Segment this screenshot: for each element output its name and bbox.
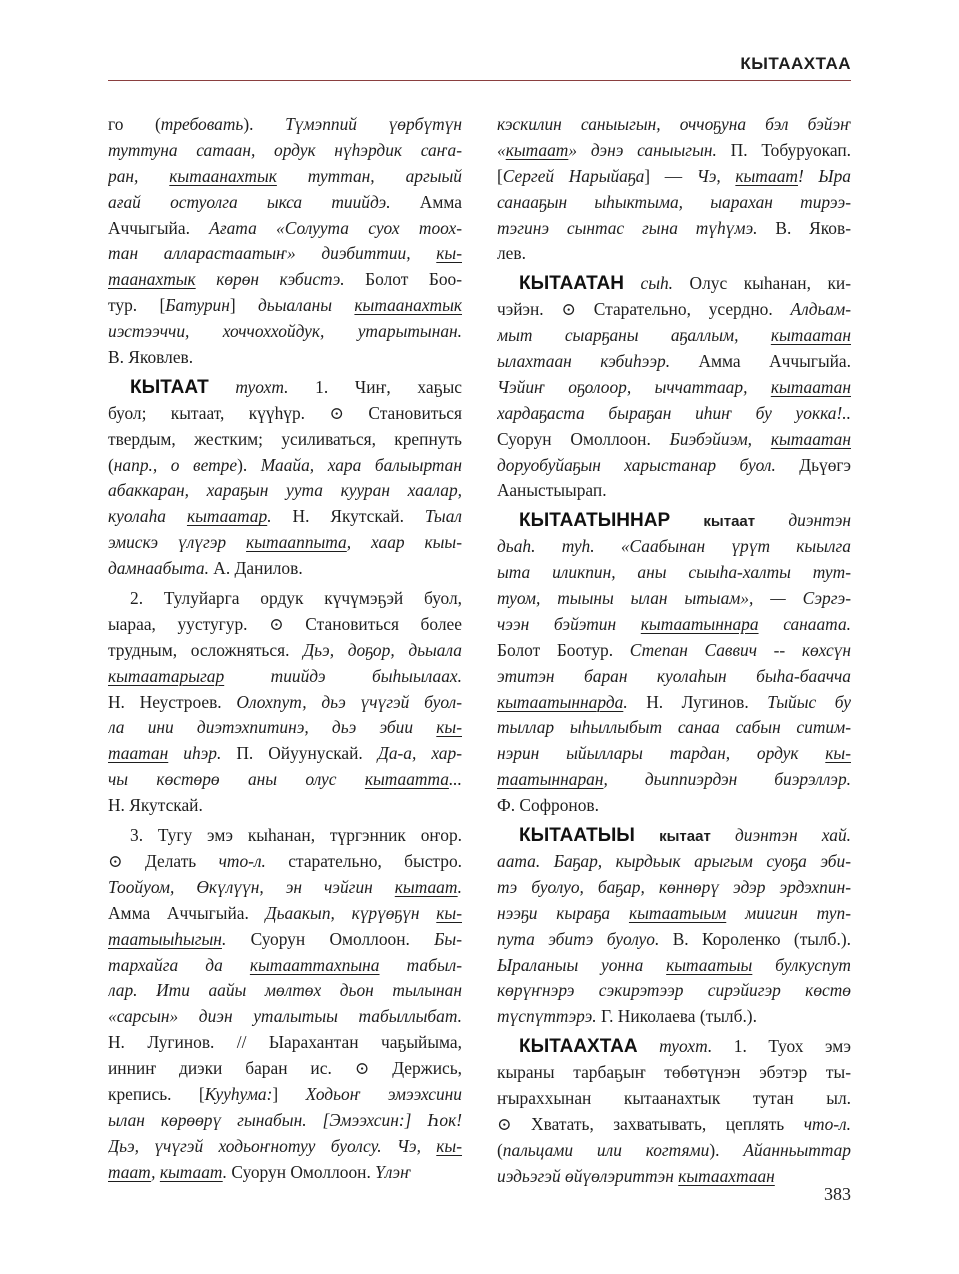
text-run: Суорун Омоллоон. bbox=[227, 1161, 376, 1182]
text-run: ⊙ Хватать, захватывать, цеплять bbox=[497, 1113, 804, 1134]
text-run: пута эбитэ буолуо. bbox=[497, 928, 660, 949]
text-run: аата. Баҕар, кырдьык арыгым суоҕа эби- bbox=[497, 850, 851, 871]
text-run: куолаһа bbox=[108, 506, 187, 527]
text-run: Чэйиҥ оҕолоор, ыччаттаар, bbox=[497, 376, 771, 397]
text-line bbox=[108, 1030, 462, 1056]
text-run: түспүттэрэ. bbox=[497, 1006, 597, 1027]
text-line bbox=[108, 741, 462, 767]
cross-reference: кытаат bbox=[659, 828, 711, 846]
text-line bbox=[108, 293, 462, 319]
text-run: « bbox=[497, 139, 506, 160]
text-run: доруобуйаҕын харыстанар буол. bbox=[497, 454, 776, 475]
text-run: ла ини диэтэхпитинэ, дьэ эбии bbox=[108, 717, 437, 738]
text-run: Да-а, хар- bbox=[377, 743, 462, 764]
text-run: Ағата «Солуута суох тоох- bbox=[209, 217, 462, 238]
text-run: миигин туп- bbox=[726, 902, 851, 923]
text-line bbox=[108, 556, 462, 582]
text-line bbox=[497, 1112, 851, 1138]
text-run: ылан көрөөрү гынабын. [Эмээхсин:] Һок! bbox=[108, 1109, 462, 1130]
text-run: Ыраланыы уонна bbox=[497, 954, 667, 975]
text-line bbox=[497, 401, 851, 427]
text-run: ҥыраххынан кытаанахтык тутан ыл. bbox=[497, 1087, 851, 1108]
text-run: тан алларастаатыҥ» диэбиттии, bbox=[108, 243, 437, 264]
text-line bbox=[108, 164, 462, 190]
text-line bbox=[497, 927, 851, 953]
text-line bbox=[497, 823, 851, 849]
text-run: тэ буолуо, баҕар, көннөрү эдэр эрдэхпин- bbox=[497, 876, 851, 897]
text-run: го ( bbox=[108, 114, 161, 134]
text-run: Н. Якутскай. bbox=[271, 506, 425, 527]
text-run: Суорун Омоллоон. bbox=[497, 428, 670, 449]
text-run: . bbox=[457, 876, 462, 897]
text-run: Г. Николаева (тылб.). bbox=[596, 1006, 757, 1027]
running-header: КЫТААХТАА bbox=[740, 54, 851, 73]
text-line bbox=[497, 1060, 851, 1086]
text-run: ] — bbox=[644, 165, 697, 186]
text-run: туом, тыыны ылан ытыам», — Сэргэ- bbox=[497, 588, 851, 609]
text-run: В. Яков- bbox=[757, 217, 851, 238]
example-keyword: кытаатта bbox=[364, 769, 449, 790]
text-run: дьаһ. туһ. «Саабынан үрүт кыылга bbox=[497, 536, 851, 557]
text-line bbox=[108, 1004, 462, 1030]
text-line bbox=[497, 560, 851, 586]
text-run: ылахтаан кэбиһээр. bbox=[497, 351, 671, 372]
text-line bbox=[108, 1134, 462, 1160]
headword: КЫТААХТАА bbox=[519, 1036, 638, 1058]
text-run: » дэнэ саныыгын. bbox=[568, 139, 717, 160]
text-run: ] bbox=[229, 295, 258, 316]
text-line bbox=[497, 638, 851, 664]
text-run: кэскилин саныыгын, оччоҕуна бэл бэйэҥ bbox=[497, 114, 851, 134]
example-keyword: таатыннаран bbox=[497, 769, 604, 790]
text-line bbox=[108, 612, 462, 638]
text-run: «сарсын» диэн уталытыы табыллыбат. bbox=[108, 1006, 462, 1027]
text-run: Олохпут, дьэ үчүгэй буол- bbox=[236, 691, 462, 712]
text-run: крепись. [ bbox=[108, 1083, 205, 1104]
text-run: старательно, быстро. bbox=[265, 850, 462, 871]
text-line bbox=[497, 323, 851, 349]
example-keyword: кытаат bbox=[159, 1161, 223, 1182]
text-line bbox=[108, 478, 462, 504]
text-run: Дьүөгэ bbox=[775, 454, 851, 475]
text-run: диэнтэн хай. bbox=[710, 825, 851, 846]
text-run: этитэн баран куолаһын быһа-баачча bbox=[497, 665, 851, 686]
text-run: иэдьэгэй өйүөлэриттэн bbox=[497, 1165, 679, 1186]
text-run: ). bbox=[709, 1139, 744, 1160]
text-line bbox=[108, 901, 462, 927]
example-keyword: кытаат bbox=[505, 139, 569, 160]
text-run: Н. Лугинов. // Ыарахантан чаҕыйыма, bbox=[108, 1032, 462, 1053]
text-run: буол; кытаат, күүһүр. ⊙ Становиться bbox=[108, 402, 462, 423]
text-line bbox=[497, 612, 851, 638]
headword: КЫТААТЫЫ bbox=[519, 825, 635, 847]
text-run: П. Ойуунускай. bbox=[221, 743, 378, 764]
text-run: Тоойуом, Өкүлүүн, эн чэйгин bbox=[108, 876, 395, 897]
text-run: . bbox=[221, 928, 227, 949]
text-run: туттан, аргыый bbox=[276, 165, 462, 186]
example-keyword: кытаат bbox=[394, 876, 458, 897]
text-run: трудным, осложняться. bbox=[108, 639, 304, 660]
text-line bbox=[108, 375, 462, 401]
text-run: Батурин bbox=[165, 295, 230, 316]
text-run: ⊙ Делать bbox=[108, 850, 219, 871]
text-line bbox=[497, 978, 851, 1004]
text-line bbox=[108, 190, 462, 216]
headword: КЫТААТ bbox=[130, 376, 209, 398]
example-keyword: кытаатыннарда bbox=[497, 691, 624, 712]
text-line bbox=[108, 1108, 462, 1134]
text-run: дьыаланы bbox=[257, 295, 355, 316]
text-line bbox=[108, 1160, 462, 1186]
text-line bbox=[108, 267, 462, 293]
text-run: тэгинэ сынтас гына түһүмэ. bbox=[497, 217, 758, 238]
text-run: дамнаабыта. bbox=[108, 558, 209, 579]
text-line bbox=[108, 427, 462, 453]
text-run: диэнтэн bbox=[755, 510, 851, 531]
text-line bbox=[497, 478, 851, 504]
example-keyword: таатан bbox=[108, 743, 169, 764]
text-line bbox=[108, 793, 462, 819]
text-run: Ааныстыырап. bbox=[497, 480, 607, 501]
text-line bbox=[108, 319, 462, 345]
text-run: Аччыгыйа. bbox=[108, 217, 210, 238]
text-run: Болот Боо- bbox=[344, 269, 462, 290]
text-run: иэстээччи, хоччоххойдук, утарытынан. bbox=[108, 321, 462, 342]
text-run: ( bbox=[108, 454, 114, 475]
text-run: Суорун Омоллоон. bbox=[226, 928, 435, 949]
text-line bbox=[497, 297, 851, 323]
text-run: В. Яковлев. bbox=[108, 347, 194, 368]
text-line bbox=[497, 138, 851, 164]
example-keyword: кытаанахтык bbox=[354, 295, 462, 316]
text-run: хардаҕаста быраҕан иһиҥ бу уокка!.. bbox=[497, 402, 851, 423]
example-keyword: кытаанахтык bbox=[169, 165, 277, 186]
text-run bbox=[670, 510, 703, 530]
text-line bbox=[108, 978, 462, 1004]
text-run: Бы- bbox=[434, 928, 462, 949]
text-line bbox=[497, 793, 851, 819]
text-run: чэйэн. ⊙ Старательно, усердно. bbox=[497, 299, 791, 320]
text-run: , хаар кыы- bbox=[346, 532, 462, 553]
text-line bbox=[108, 138, 462, 164]
text-run: Тыйыс бу bbox=[767, 691, 851, 712]
text-line bbox=[108, 849, 462, 875]
text-line bbox=[108, 586, 462, 612]
example-keyword: кытаахтаан bbox=[678, 1165, 775, 1186]
text-run: лев. bbox=[497, 243, 526, 264]
text-run: Олус кыһанан, ки- bbox=[673, 273, 851, 294]
text-run: В. Короленко (тылб.). bbox=[659, 928, 851, 949]
example-keyword: кытаатыннара bbox=[640, 613, 759, 634]
text-run: Степан Саввич -- көхсүн bbox=[629, 639, 851, 660]
example-keyword: кытаатар bbox=[186, 506, 268, 527]
text-line bbox=[108, 953, 462, 979]
example-keyword: таанахтык bbox=[108, 269, 196, 290]
text-line bbox=[497, 741, 851, 767]
text-run: ағай остуолга ыкса тиийдэ. bbox=[108, 191, 391, 212]
text-run: нэрин ыйыллары тардан, ордук bbox=[497, 743, 826, 764]
text-line bbox=[108, 345, 462, 371]
text-line bbox=[497, 216, 851, 242]
example-keyword: кы- bbox=[825, 743, 851, 764]
text-run: 2. Тулуйарга ордук күчүмэҕэй буол, bbox=[130, 588, 462, 609]
example-keyword: кы- bbox=[436, 902, 462, 923]
text-run: Ходьоҥ эмээхсини bbox=[305, 1083, 462, 1104]
text-run: булкуспут bbox=[752, 954, 851, 975]
text-line bbox=[497, 375, 851, 401]
text-line bbox=[497, 901, 851, 927]
headword: КЫТААТЫННАР bbox=[519, 510, 671, 532]
text-run: ... bbox=[448, 769, 462, 790]
text-run: Дьаакып, күрүөҕүн bbox=[265, 902, 437, 923]
text-line bbox=[108, 638, 462, 664]
text-run: көрөн кэбистэ. bbox=[195, 269, 345, 290]
text-line bbox=[108, 112, 462, 138]
text-run: Н. Лугинов. bbox=[627, 691, 768, 712]
text-run: Амма bbox=[390, 191, 462, 212]
text-run: эмискэ үлүгэр bbox=[108, 532, 247, 553]
text-run: мыт сыарҕаны аҕаллым, bbox=[497, 325, 771, 346]
text-line bbox=[108, 504, 462, 530]
text-run: тиийдэ быһыылаах. bbox=[224, 665, 462, 686]
text-line bbox=[497, 953, 851, 979]
page-number: 383 bbox=[824, 1184, 851, 1204]
text-run: ( bbox=[497, 1139, 503, 1160]
text-run: ыта иликпин, аны сыыһа-халты тут- bbox=[497, 562, 851, 583]
text-run: П. Тобуруокап. bbox=[716, 139, 851, 160]
text-line bbox=[108, 401, 462, 427]
text-line bbox=[497, 1034, 851, 1060]
text-line bbox=[108, 453, 462, 479]
text-line bbox=[497, 586, 851, 612]
text-line bbox=[497, 164, 851, 190]
text-run: Болот Боотур. bbox=[497, 639, 630, 660]
text-run: туохт. bbox=[208, 376, 289, 397]
text-run: . bbox=[267, 506, 272, 527]
text-line bbox=[108, 823, 462, 849]
example-keyword: таат bbox=[108, 1161, 152, 1182]
example-keyword: кы- bbox=[436, 243, 462, 264]
text-run: иһэр. bbox=[168, 743, 222, 764]
text-line bbox=[497, 690, 851, 716]
text-line bbox=[497, 349, 851, 375]
text-line bbox=[497, 1138, 851, 1164]
text-line bbox=[497, 112, 851, 138]
text-run: ран, bbox=[108, 165, 170, 186]
text-run: санааҕын ыһыктыма, ыарахан тирээ- bbox=[497, 191, 851, 212]
example-keyword: кытааппыта bbox=[246, 532, 347, 553]
text-run: туохт. bbox=[637, 1036, 713, 1057]
text-run: , дьиппиэрдэн биэрэллэр. bbox=[603, 769, 851, 790]
text-line bbox=[497, 849, 851, 875]
text-line bbox=[497, 1086, 851, 1112]
cross-reference: кытаат bbox=[703, 513, 756, 531]
text-run: А. Данилов. bbox=[208, 558, 303, 579]
text-run: Н. Неустроев. bbox=[108, 691, 237, 712]
text-line bbox=[497, 664, 851, 690]
text-run: Маайа, хара балыыртан bbox=[260, 454, 462, 475]
text-run: Биэбэйиэм, bbox=[669, 428, 771, 449]
text-run: абаккаран, хараҕын уута кууран хаалар, bbox=[108, 480, 462, 501]
text-line bbox=[497, 1004, 851, 1030]
text-run: Дьэ, доҕор, дьыала bbox=[303, 639, 462, 660]
text-line bbox=[497, 241, 851, 267]
text-run: ). bbox=[243, 114, 286, 134]
text-run: көрүҥнэрэ сэкирэтээр сирэйигэр көстө bbox=[497, 980, 851, 1001]
text-run: ] bbox=[272, 1083, 306, 1104]
text-run: требовать bbox=[160, 114, 244, 134]
text-run: Кууһума: bbox=[204, 1083, 273, 1104]
example-keyword: кытаатыы bbox=[666, 954, 753, 975]
text-line bbox=[497, 271, 851, 297]
text-line bbox=[108, 1082, 462, 1108]
text-line bbox=[108, 530, 462, 556]
text-run: Ф. Софронов. bbox=[497, 795, 599, 816]
text-run: 3. Тугу эмэ кыһанан, түргэнник оҥор. bbox=[130, 825, 462, 846]
example-keyword: кы- bbox=[436, 717, 462, 738]
text-run: пальцами или когтями bbox=[502, 1139, 710, 1160]
text-run: сыһ. bbox=[623, 273, 674, 294]
text-run: Үлэҥ bbox=[375, 1161, 411, 1182]
right-column bbox=[497, 112, 851, 1190]
text-line bbox=[497, 453, 851, 479]
text-run: . bbox=[623, 691, 628, 712]
text-run: Тыал bbox=[424, 506, 462, 527]
text-run: табыл- bbox=[379, 954, 462, 975]
text-run: ). bbox=[237, 454, 261, 475]
example-keyword: кытаатан bbox=[770, 325, 851, 346]
text-run bbox=[635, 825, 659, 845]
text-line bbox=[497, 875, 851, 901]
text-run: ! Ыра bbox=[798, 165, 851, 186]
text-run: нээҕи кыраҕа bbox=[497, 902, 629, 923]
text-run: чээн бэйэтин bbox=[497, 613, 641, 634]
header-rule bbox=[108, 80, 851, 81]
text-line bbox=[497, 427, 851, 453]
example-keyword: таатыыһыгын bbox=[108, 928, 222, 949]
text-run: Амма Аччыгыйа. bbox=[108, 902, 266, 923]
text-run: ыараа, уустугур. ⊙ Становиться более bbox=[108, 613, 462, 634]
text-run: чы көстөрө аны олус bbox=[108, 769, 365, 790]
text-run: лар. Ити аайы мөлтөх дьон тылынан bbox=[108, 980, 462, 1001]
text-run: Сергей Нарыйаҕа bbox=[502, 165, 645, 186]
example-keyword: кытаатан bbox=[770, 376, 851, 397]
example-keyword: кытаатан bbox=[770, 428, 851, 449]
example-keyword: кытаатарыгар bbox=[108, 665, 225, 686]
text-run: [ bbox=[497, 165, 503, 186]
text-line bbox=[497, 534, 851, 560]
text-line bbox=[108, 927, 462, 953]
text-line bbox=[108, 216, 462, 242]
text-run: инниҥ диэки баран ис. ⊙ Держись, bbox=[108, 1058, 462, 1079]
example-keyword: кытааттахпына bbox=[249, 954, 380, 975]
text-line bbox=[108, 1056, 462, 1082]
example-keyword: кытаат bbox=[735, 165, 798, 186]
text-run: напр., о ветре bbox=[113, 454, 238, 475]
text-run: Чэ, bbox=[696, 165, 736, 186]
example-keyword: кы- bbox=[436, 1135, 462, 1156]
text-run: что-л. bbox=[803, 1113, 851, 1134]
text-run: . bbox=[222, 1161, 228, 1182]
text-line bbox=[108, 664, 462, 690]
text-run: тархайга да bbox=[108, 954, 250, 975]
text-run: тур. [ bbox=[108, 295, 166, 316]
text-run: Айанньыттар bbox=[743, 1139, 851, 1160]
text-run: туттуна сатаан, ордук нүһэрдик саҥа- bbox=[108, 139, 462, 160]
text-line bbox=[497, 508, 851, 534]
text-run: 1. Туох эмэ bbox=[712, 1036, 851, 1057]
text-line bbox=[108, 715, 462, 741]
text-run: Н. Якутскай. bbox=[108, 795, 203, 816]
text-run: твердым, жестким; усиливаться, крепнуть bbox=[108, 428, 462, 449]
text-line bbox=[497, 190, 851, 216]
text-run: Дьэ, үчүгэй ходьоҥнотуу буолсу. Чэ, bbox=[108, 1135, 437, 1156]
text-run: тыллар ыһыллыбыт санаа сабын ситим- bbox=[497, 717, 851, 738]
text-run: , bbox=[151, 1161, 160, 1182]
text-line bbox=[108, 690, 462, 716]
text-line bbox=[108, 767, 462, 793]
text-line bbox=[497, 715, 851, 741]
example-keyword: кытаатыым bbox=[628, 902, 727, 923]
text-run: 1. Чиҥ, хаҕыс bbox=[288, 376, 462, 397]
text-run: Түмэппий үөрбүтүн bbox=[285, 114, 462, 134]
text-line bbox=[108, 875, 462, 901]
text-run: что-л. bbox=[218, 850, 266, 871]
text-run: кыраны тарбаҕыҥ төбөтүнэн эбэтэр ты- bbox=[497, 1062, 851, 1083]
left-column bbox=[108, 112, 462, 1186]
text-line bbox=[108, 241, 462, 267]
text-line bbox=[497, 767, 851, 793]
text-run: Амма Аччыгыйа. bbox=[670, 351, 851, 372]
headword: КЫТААТАН bbox=[519, 273, 624, 295]
text-run: Алдьам- bbox=[790, 299, 851, 320]
text-run: санаата. bbox=[758, 613, 851, 634]
